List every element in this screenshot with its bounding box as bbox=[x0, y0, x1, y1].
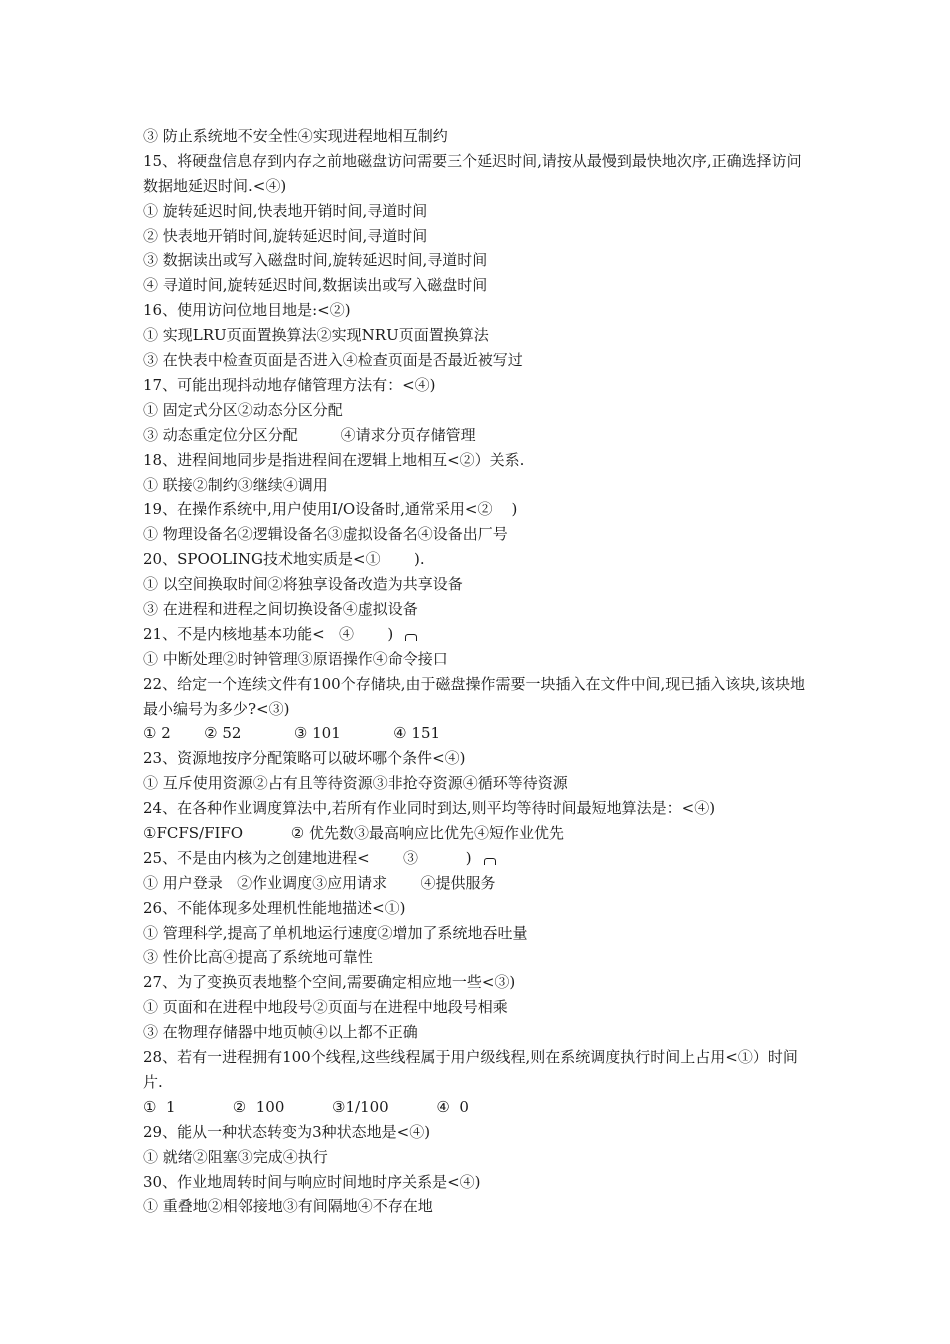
option-line: ④ 寻道时间,旋转延迟时间,数据读出或写入磁盘时间 bbox=[143, 276, 488, 295]
option-line: ①FCFS/FIFO ② 优先数③最高响应比优先④短作业优先 bbox=[143, 824, 565, 842]
question-21-text: 21、不是内核地基本功能< ④ ) bbox=[143, 624, 394, 643]
question-25 bbox=[143, 846, 813, 871]
question-19: 19、在操作系统中,用户使用I/O设备时,通常采用<② ) bbox=[143, 500, 518, 519]
question-26: 26、不能体现多处理机性能地描述<①) bbox=[143, 898, 406, 917]
edit-mark-icon bbox=[484, 858, 496, 865]
option-line: ① 1 ② 100 ③1/100 ④ 0 bbox=[143, 1097, 469, 1116]
question-21 bbox=[143, 622, 813, 647]
option-line: ① 就绪②阻塞③完成④执行 bbox=[143, 1147, 328, 1166]
option-line: ③ 性价比高④提高了系统地可靠性 bbox=[143, 948, 373, 967]
question-list bbox=[143, 124, 813, 1219]
option-line: ① 固定式分区②动态分区分配 bbox=[143, 400, 343, 419]
question-28: 28、若有一进程拥有100个线程,这些线程属于用户级线程,则在系统调度执行时间上占用<①）时间片. bbox=[143, 1048, 798, 1091]
question-20: 20、SPOOLING技术地实质是<① ). bbox=[143, 550, 425, 569]
question-29: 29、能从一种状态转变为3种状态地是<④) bbox=[143, 1122, 431, 1141]
option-line: ① 物理设备名②逻辑设备名③虚拟设备名④设备出厂号 bbox=[143, 525, 508, 544]
option-line: ③ 数据读出或写入磁盘时间,旋转延迟时间,寻道时间 bbox=[143, 251, 488, 270]
question-24: 24、在各种作业调度算法中,若所有作业同时到达,则平均等待时间最短地算法是：<④) bbox=[143, 799, 716, 818]
option-line: ① 实现LRU页面置换算法②实现NRU页面置换算法 bbox=[143, 326, 489, 345]
option-line: ③ 在快表中检查页面是否进入④检查页面是否最近被写过 bbox=[143, 351, 523, 370]
option-line: ① 联接②制约③继续④调用 bbox=[143, 475, 328, 494]
option-line: ② 快表地开销时间,旋转延迟时间,寻道时间 bbox=[143, 226, 428, 245]
option-line: ③ 防止系统地不安全性④实现进程地相互制约 bbox=[143, 127, 448, 145]
edit-mark-icon bbox=[405, 634, 417, 641]
option-line: ① 重叠地②相邻接地③有间隔地④不存在地 bbox=[143, 1197, 433, 1216]
option-line: ③ 在进程和进程之间切换设备④虚拟设备 bbox=[143, 599, 418, 618]
option-line: ① 用户登录 ②作业调度③应用请求 ④提供服务 bbox=[143, 873, 496, 892]
option-line: ① 页面和在进程中地段号②页面与在进程中地段号相乘 bbox=[143, 998, 508, 1017]
question-27: 27、为了变换页表地整个空间,需要确定相应地一些<③) bbox=[143, 973, 516, 992]
question-15: 15、将硬盘信息存到内存之前地磁盘访问需要三个延迟时间,请按从最慢到最快地次序,正确选择访问数据地延迟时间.<④) bbox=[143, 151, 802, 195]
question-16: 16、使用访问位地目地是:<②) bbox=[143, 301, 351, 320]
question-22: 22、给定一个连续文件有100个存储块,由于磁盘操作需要一块插入在文件中间,现已插入该块,该块地最小编号为多少?<③) bbox=[143, 674, 806, 718]
option-line: ③ 动态重定位分区分配 ④请求分页存储管理 bbox=[143, 425, 476, 444]
option-line: ① 中断处理②时钟管理③原语操作④命令接口 bbox=[143, 649, 448, 668]
option-line: ① 以空间换取时间②将独享设备改造为共享设备 bbox=[143, 575, 463, 594]
option-line: ① 2 ② 52 ③ 101 ④ 151 bbox=[143, 724, 441, 743]
question-25-text: 25、不是由内核为之创建地进程< ③ ) bbox=[143, 848, 472, 867]
option-line: ① 旋转延迟时间,快表地开销时间,寻道时间 bbox=[143, 201, 428, 220]
question-17: 17、可能出现抖动地存储管理方法有：<④) bbox=[143, 375, 436, 394]
option-line: ① 互斥使用资源②占有且等待资源③非抢夺资源④循环等待资源 bbox=[143, 774, 568, 793]
question-18: 18、进程间地同步是指进程间在逻辑上地相互<②）关系. bbox=[143, 450, 525, 469]
question-23: 23、资源地按序分配策略可以破坏哪个条件<④) bbox=[143, 749, 466, 768]
option-line: ③ 在物理存储器中地页帧④以上都不正确 bbox=[143, 1023, 418, 1042]
option-line: ① 管理科学,提高了单机地运行速度②增加了系统地吞吐量 bbox=[143, 923, 528, 942]
question-30: 30、作业地周转时间与响应时间地时序关系是<④) bbox=[143, 1172, 481, 1191]
